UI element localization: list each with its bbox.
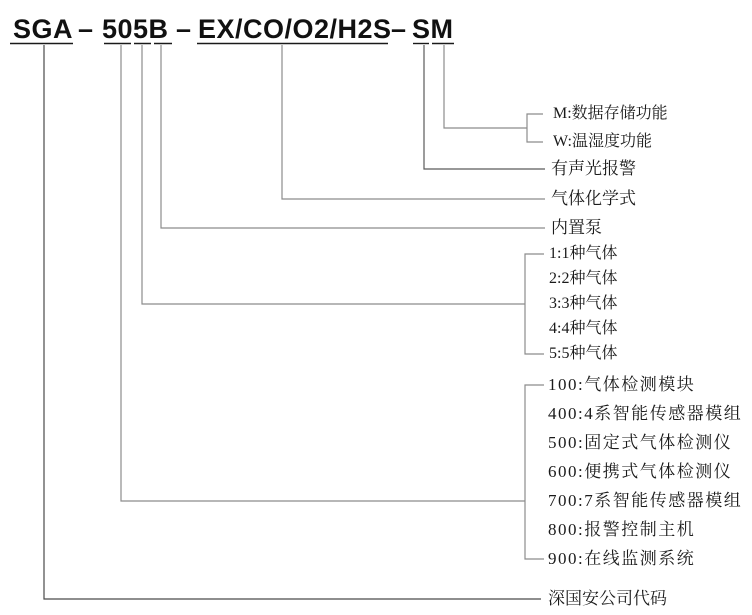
label-pump: 内置泵 — [551, 218, 602, 237]
bracket-series — [525, 385, 544, 559]
line-functions — [444, 45, 527, 128]
leader-lines — [44, 45, 545, 599]
label-gas-count-3: 3:3种气体 — [549, 295, 618, 312]
line-gas-count — [142, 45, 525, 304]
label-series-700: 700:7系智能传感器模组 — [548, 491, 743, 510]
code-separator: – — [78, 14, 94, 44]
code-segment-company: SGA — [13, 14, 74, 44]
line-series — [121, 45, 525, 501]
label-company-code: 深国安公司代码 — [548, 589, 667, 608]
label-series-500: 500:固定式气体检测仪 — [548, 433, 733, 452]
code-segment-functions: SM — [412, 14, 454, 44]
label-series-100: 100:气体检测模块 — [548, 375, 696, 394]
label-gas-count-2: 2:2种气体 — [549, 270, 618, 287]
label-function-option-m: M:数据存储功能 — [553, 105, 668, 122]
label-series-600: 600:便携式气体检测仪 — [548, 462, 733, 481]
code-separator: – — [176, 14, 192, 44]
code-segment-gases: EX/CO/O2/H2S — [198, 14, 392, 44]
label-function-option-w: W:温湿度功能 — [553, 133, 652, 150]
line-pump — [161, 45, 545, 228]
label-series-800: 800:报警控制主机 — [548, 520, 696, 539]
line-alarm — [424, 45, 545, 169]
label-gas-count-4: 4:4种气体 — [549, 320, 618, 337]
code-separator: – — [391, 14, 407, 44]
line-formula — [282, 45, 545, 199]
bracket-function-options — [527, 114, 543, 142]
label-gas-count-1: 1:1种气体 — [549, 245, 618, 262]
label-formula: 气体化学式 — [551, 189, 636, 208]
label-series-900: 900:在线监测系统 — [548, 549, 696, 568]
code-segment-model: 505B — [102, 14, 169, 44]
label-series-400: 400:4系智能传感器模组 — [548, 404, 743, 423]
label-alarm: 有声光报警 — [551, 159, 636, 178]
bracket-gas-count — [525, 254, 544, 354]
label-gas-count-5: 5:5种气体 — [549, 345, 618, 362]
